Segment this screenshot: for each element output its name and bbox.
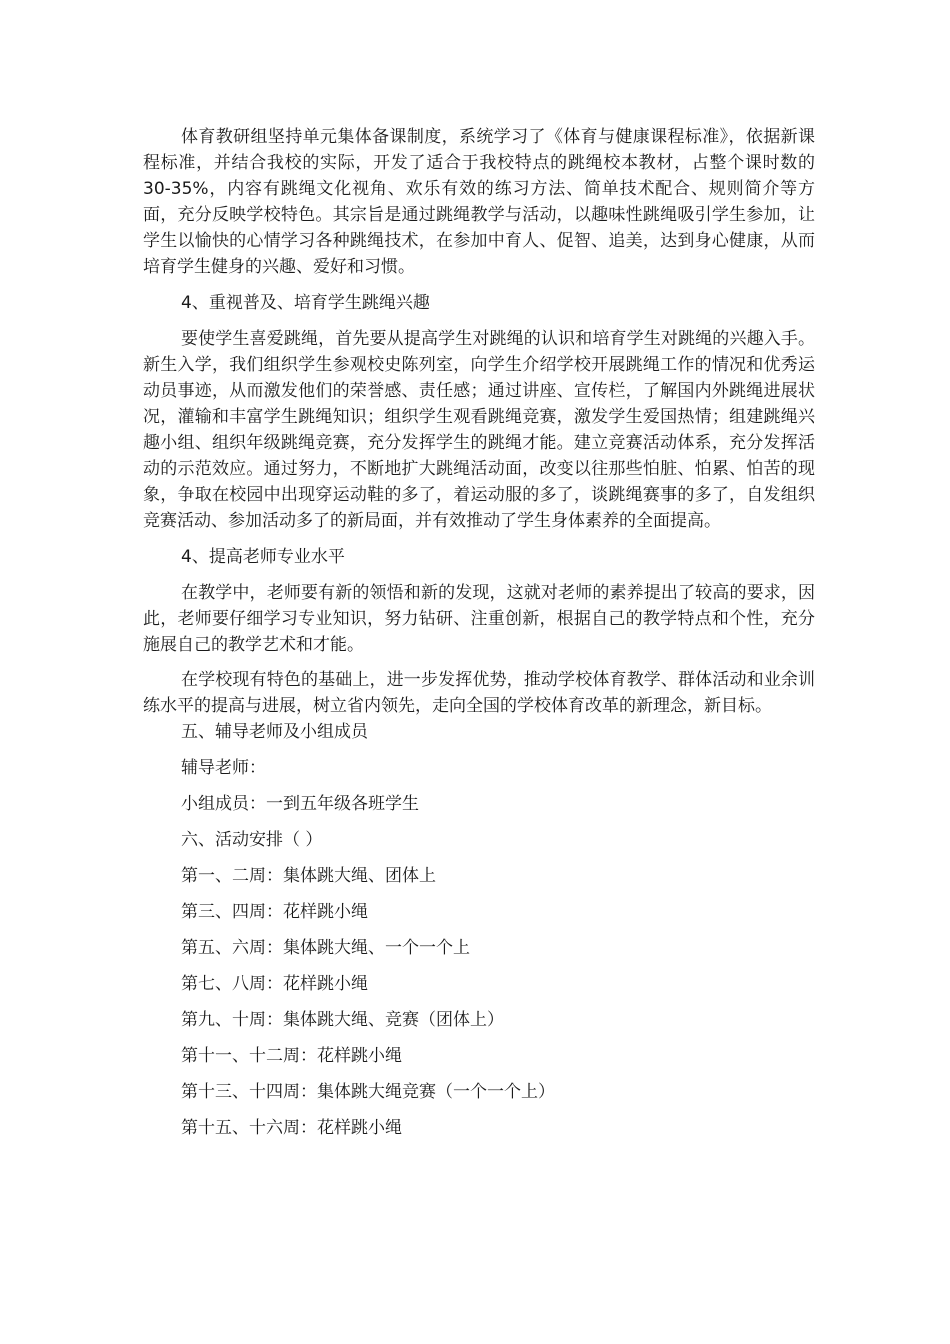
schedule-item: 第十五、十六周：花样跳小绳 [181,1118,402,1138]
schedule-item: 第三、四周：花样跳小绳 [181,902,368,922]
schedule-item: 第九、十周：集体跳大绳、竞赛（团体上） [181,1010,504,1030]
paragraph-interest: 要使学生喜爱跳绳，首先要从提高学生对跳绳的认识和培育学生对跳绳的兴趣入手。新生入学，我们组织学生参观校史陈列室，向学生介绍学校开展跳绳工作的情况和优秀运动员事迹，从而激发他们的荣誉感、责任感；通过讲座、宣传栏，了解国内外跳绳进展状况，灌输和丰富学生跳绳知识；组织学生观看跳绳竞赛，激发学生爱国热情；组建跳绳兴趣小组、组织年级跳绳竞赛，充分发挥学生的跳绳才能。建立竞赛活动体系，充分发挥活动的示范效应。通过努力，不断地扩大跳绳活动面，改变以往那些怕脏、怕累、怕苦的现象，争取在校园中出现穿运动鞋的多了，着运动服的多了，谈跳绳赛事的多了，自发组织竞赛活动、参加活动多了的新局面，并有效推动了学生身体素养的全面提高。 [143,329,815,531]
section-heading-schedule: 六、活动安排（ ） [181,830,323,850]
paragraph-goal: 在学校现有特色的基础上，进一步发挥优势，推动学校体育教学、群体活动和业余训练水平的提高与进展，树立省内领先，走向全国的学校体育改革的新理念，新目标。 [143,670,815,716]
teacher-line: 辅导老师： [181,758,266,778]
section-heading-staff: 五、辅导老师及小组成员 [181,722,368,742]
schedule-item: 第十三、十四周：集体跳大绳竞赛（一个一个上） [181,1082,555,1102]
schedule-item: 第十一、十二周：花样跳小绳 [181,1046,402,1066]
document-body [143,124,815,1141]
paragraph-teacher: 在教学中，老师要有新的领悟和新的发现，这就对老师的素养提出了较高的要求，因此，老师要仔细学习专业知识，努力钻研、注重创新，根据自己的教学特点和个性，充分施展自己的教学艺术和才能。 [143,583,815,655]
schedule-item: 第一、二周：集体跳大绳、团体上 [181,866,436,886]
schedule-item: 第七、八周：花样跳小绳 [181,974,368,994]
schedule-item: 第五、六周：集体跳大绳、一个一个上 [181,938,470,958]
section-heading-teacher-level: 4、提高老师专业水平 [181,547,345,567]
section-heading-popularize: 4、重视普及、培育学生跳绳兴趣 [181,293,430,313]
members-line: 小组成员：一到五年级各班学生 [181,794,419,814]
paragraph-curriculum: 体育教研组坚持单元集体备课制度，系统学习了《体育与健康课程标准》，依据新课程标准，并结合我校的实际，开发了适合于我校特点的跳绳校本教材，占整个课时数的30-35%，内容有跳绳文化视角、欢乐有效的练习方法、简单技术配合、规则简介等方面，充分反映学校特色。其宗旨是通过跳绳教学与活动，以趣味性跳绳吸引学生参加，让学生以愉快的心情学习各种跳绳技术，在参加中育人、促智、追美，达到身心健康，从而培育学生健身的兴趣、爱好和习惯。 [143,127,815,277]
